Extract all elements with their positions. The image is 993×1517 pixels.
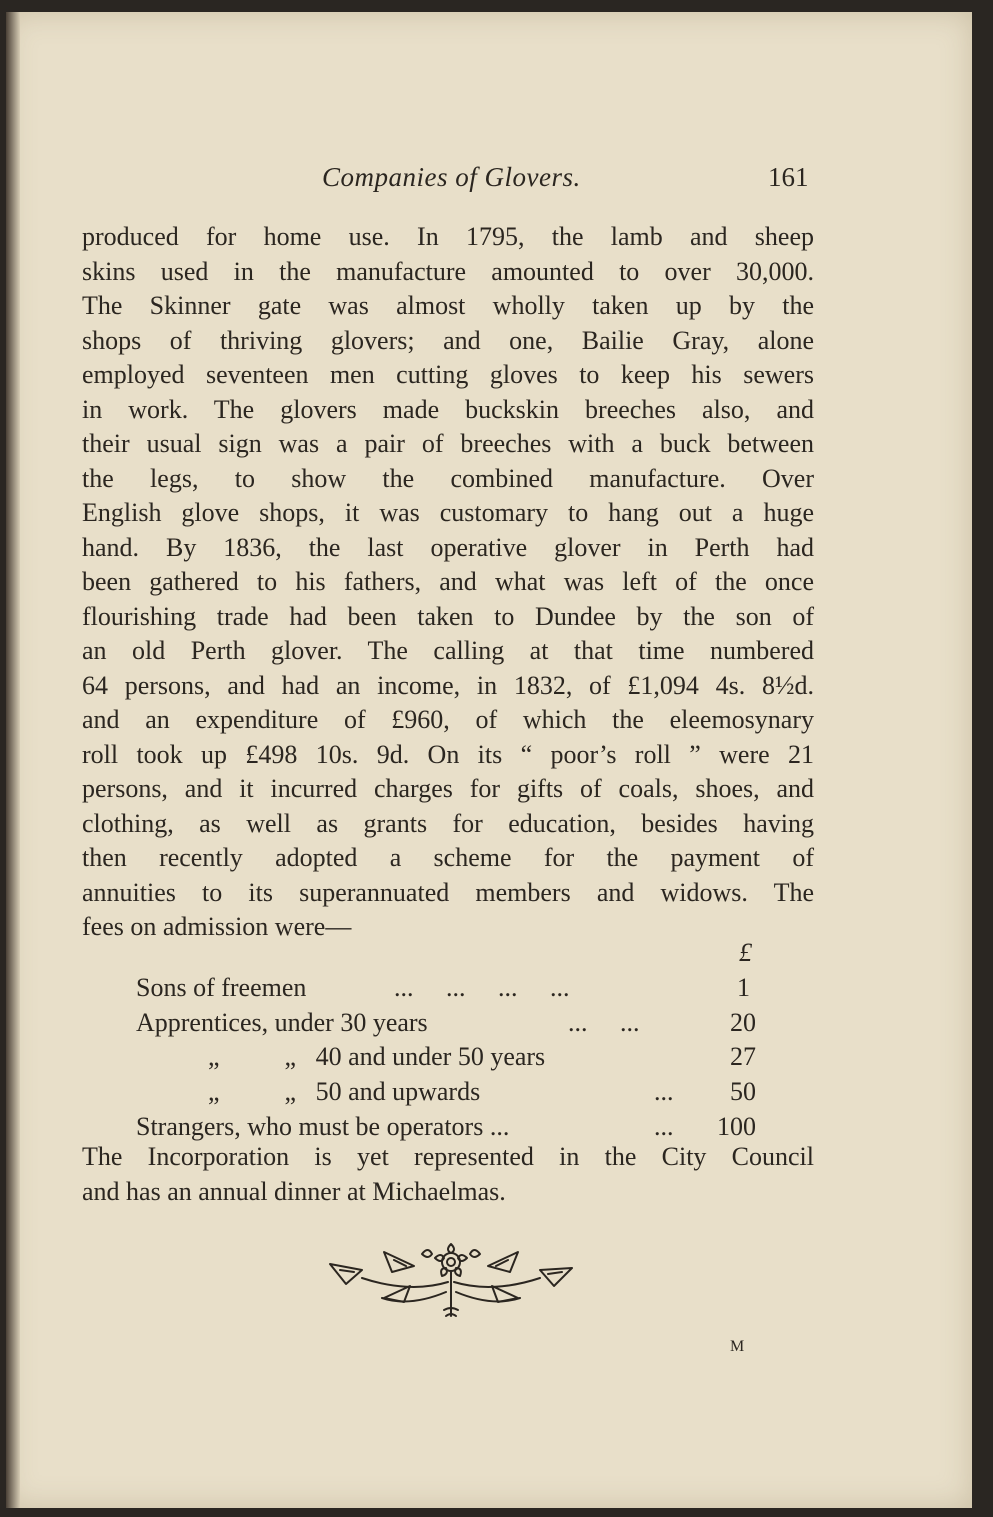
- fee-label: „ „ 50 and upwards: [208, 1077, 481, 1107]
- fee-amount: 1: [737, 972, 750, 1002]
- text-line: persons, and it incurred charges for gifts of coals, shoes, and: [82, 774, 814, 803]
- text-line: employed seventeen men cutting gloves to keep his sewers: [82, 360, 814, 389]
- fee-label: Apprentices, under 30 years: [136, 1007, 428, 1037]
- text-line: The Skinner gate was almost wholly taken up by the: [82, 291, 814, 320]
- text-line: hand. By 1836, the last operative glover in Perth had: [82, 532, 814, 562]
- fee-row: [136, 1040, 756, 1075]
- text-line: annuities to its superannuated members and widows. The: [82, 877, 814, 907]
- signature-mark: M: [730, 1338, 745, 1355]
- fee-amount: 27: [730, 1042, 756, 1072]
- currency-header-row: [136, 936, 756, 971]
- body-paragraph: [82, 220, 814, 945]
- text-line: roll took up £498 10s. 9d. On its “ poor’s roll ” were 21: [82, 739, 814, 769]
- fee-amount: 50: [730, 1077, 756, 1107]
- text-line: 64 persons, and had an income, in 1832, of £1,094 4s. 8½d.: [82, 670, 814, 700]
- text-line: The Incorporation is yet represented in the City Council: [82, 1142, 814, 1171]
- text-line: and an expenditure of £960, of which the eleemosynary: [82, 705, 814, 734]
- text-line: clothing, as well as grants for education, besides having: [82, 808, 814, 838]
- book-page: [6, 12, 972, 1508]
- text-line: an old Perth glover. The calling at that time numbered: [82, 636, 814, 665]
- fee-label: „ „ 40 and under 50 years: [208, 1042, 546, 1072]
- page-edge: [6, 12, 20, 1508]
- text-line: shops of thriving glovers; and one, Bailie Gray, alone: [82, 325, 814, 355]
- fee-leader-dots: ... ...: [568, 1007, 640, 1037]
- fee-leader-dots: ... ... ... ...: [394, 972, 570, 1002]
- floral-ornament-icon: [322, 1240, 580, 1322]
- text-line: the legs, to show the combined manufacture. Over: [82, 463, 814, 493]
- text-line: and has an annual dinner at Michaelmas.: [82, 1176, 506, 1206]
- closing-paragraph: [82, 1140, 814, 1209]
- currency-symbol: £: [739, 938, 752, 967]
- fee-amount: 100: [717, 1111, 756, 1141]
- fee-label: Sons of freemen: [136, 972, 307, 1002]
- text-line: in work. The glovers made buckskin breeches also, and: [82, 394, 814, 424]
- text-line: flourishing trade had been taken to Dundee by the son of: [82, 601, 814, 631]
- text-line: skins used in the manufacture amounted to over 30,000.: [82, 256, 814, 286]
- fee-label: Strangers, who must be operators ...: [136, 1111, 510, 1141]
- fee-row: [136, 971, 756, 1006]
- fee-row: [136, 1006, 756, 1041]
- fee-leader-dots: ...: [654, 1111, 674, 1141]
- text-line: produced for home use. In 1795, the lamb and sheep: [82, 222, 814, 251]
- fee-amount: 20: [730, 1007, 756, 1037]
- admission-fees-table: [136, 936, 756, 1145]
- fee-leader-dots: ...: [654, 1077, 674, 1107]
- fee-row: [136, 1075, 756, 1110]
- text-line: been gathered to his fathers, and what was left of the once: [82, 567, 814, 596]
- text-line: fees on admission were—: [82, 912, 352, 941]
- text-line: then recently adopted a scheme for the payment of: [82, 843, 814, 872]
- text-line: English glove shops, it was customary to hang out a huge: [82, 498, 814, 527]
- page-number: 161: [768, 162, 809, 192]
- text-line: their usual sign was a pair of breeches with a buck between: [82, 429, 814, 458]
- running-head: Companies of Glovers.: [322, 162, 581, 192]
